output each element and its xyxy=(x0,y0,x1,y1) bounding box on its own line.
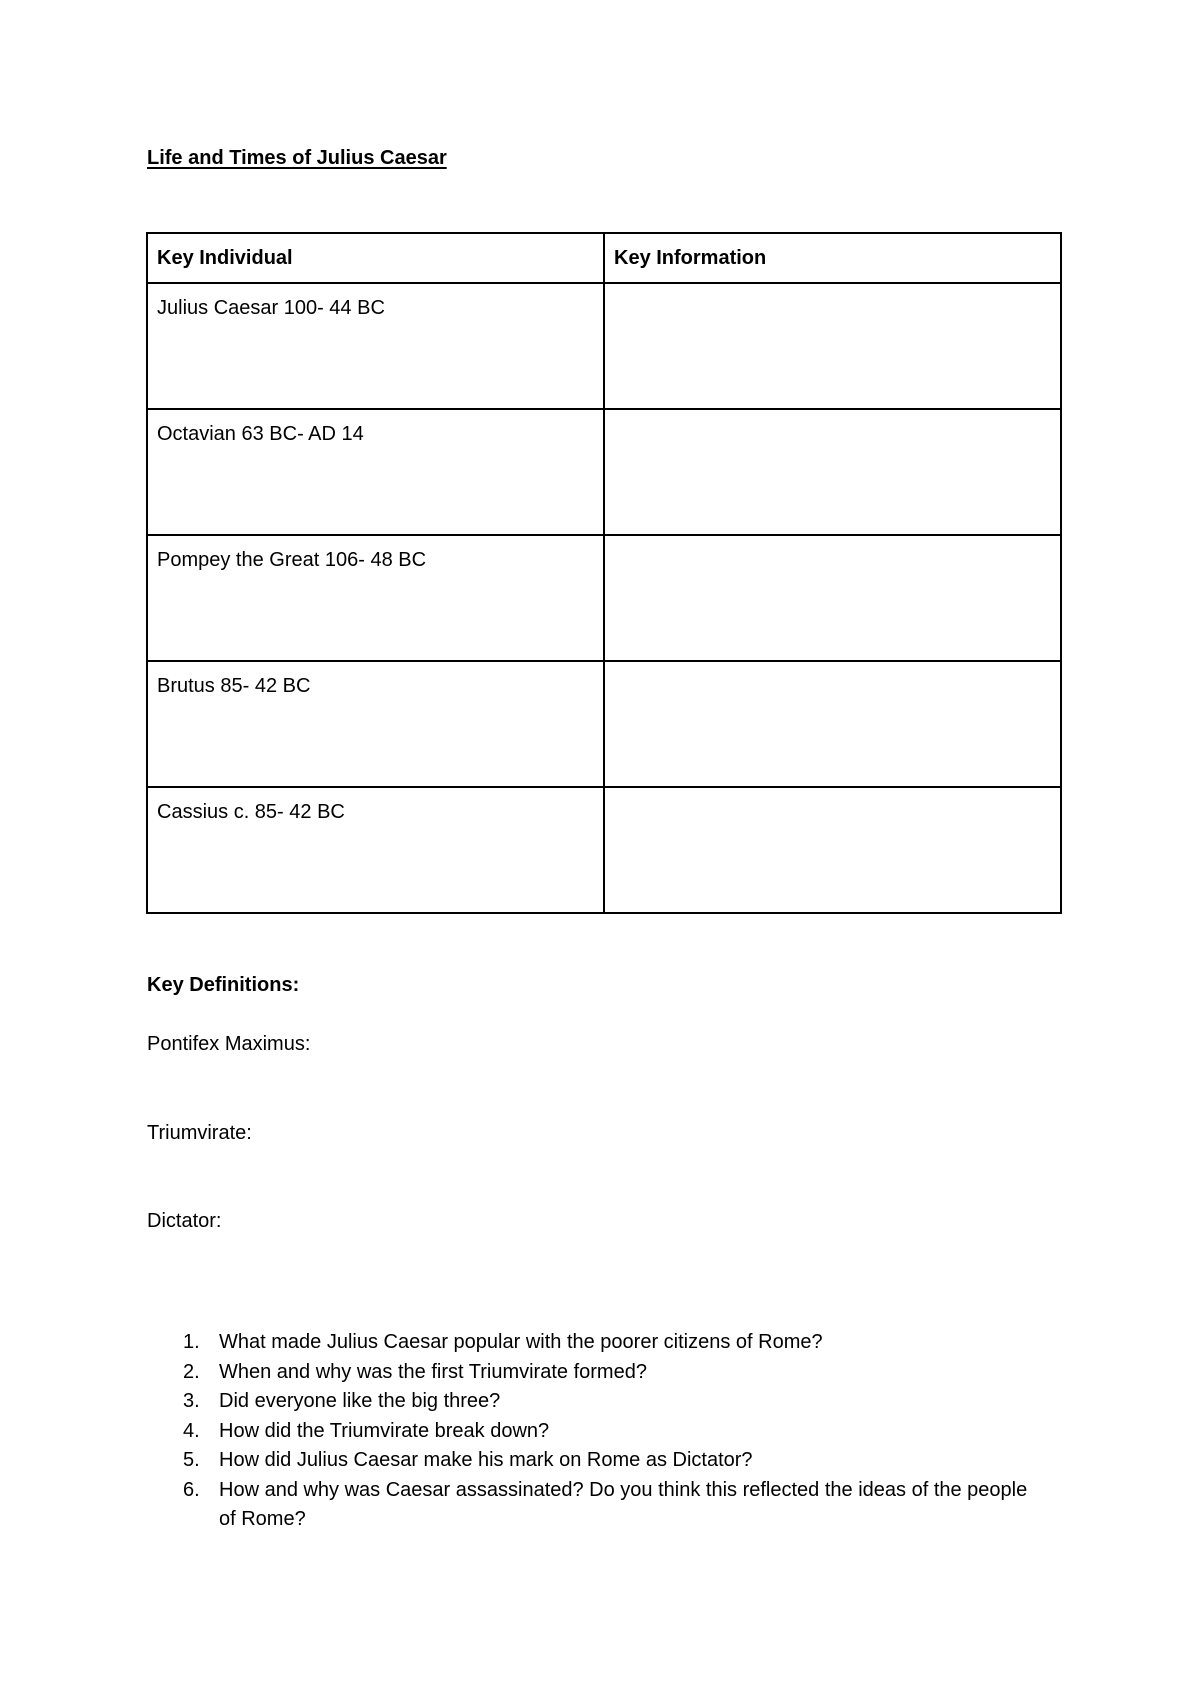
key-individuals-table xyxy=(146,232,1062,914)
table-row xyxy=(147,787,1061,913)
individual-cell: Brutus 85- 42 BC xyxy=(147,661,604,787)
list-item xyxy=(147,1476,1047,1535)
table-row xyxy=(147,409,1061,535)
question-number: 5. xyxy=(183,1449,200,1471)
individual-cell: Octavian 63 BC- AD 14 xyxy=(147,409,604,535)
definition-term-triumvirate: Triumvirate: xyxy=(147,1122,252,1144)
header-key-individual: Key Individual xyxy=(147,233,604,283)
table-header-row xyxy=(147,233,1061,283)
list-item xyxy=(147,1446,1047,1476)
individual-cell: Cassius c. 85- 42 BC xyxy=(147,787,604,913)
list-item xyxy=(147,1358,1047,1388)
table-row xyxy=(147,283,1061,409)
information-cell[interactable] xyxy=(604,661,1061,787)
question-number: 3. xyxy=(183,1390,200,1412)
question-number: 2. xyxy=(183,1360,200,1383)
question-number: 6. xyxy=(183,1478,200,1501)
table-row xyxy=(147,535,1061,661)
questions-list xyxy=(147,1328,1047,1535)
list-item xyxy=(147,1387,1047,1417)
information-cell[interactable] xyxy=(604,283,1061,409)
question-number: 4. xyxy=(183,1419,200,1442)
question-number: 1. xyxy=(183,1331,200,1353)
list-item xyxy=(147,1328,1047,1358)
question-text: How did the Triumvirate break down? xyxy=(219,1419,550,1442)
page-title: Life and Times of Julius Caesar xyxy=(147,147,447,169)
list-item xyxy=(147,1417,1047,1447)
definition-term-pontifex-maximus: Pontifex Maximus: xyxy=(147,1033,311,1055)
question-text: How and why was Caesar assassinated? Do you think this reflected the ideas of the people of Rome? xyxy=(219,1478,1028,1530)
table-row xyxy=(147,661,1061,787)
individual-cell: Julius Caesar 100- 44 BC xyxy=(147,283,604,409)
information-cell[interactable] xyxy=(604,409,1061,535)
question-text: How did Julius Caesar make his mark on Rome as Dictator? xyxy=(219,1449,753,1471)
question-text: What made Julius Caesar popular with the poorer citizens of Rome? xyxy=(219,1331,823,1353)
header-key-information: Key Information xyxy=(604,233,1061,283)
information-cell[interactable] xyxy=(604,535,1061,661)
question-text: Did everyone like the big three? xyxy=(219,1390,501,1412)
individual-cell: Pompey the Great 106- 48 BC xyxy=(147,535,604,661)
definition-term-dictator: Dictator: xyxy=(147,1210,222,1232)
information-cell[interactable] xyxy=(604,787,1061,913)
question-text: When and why was the first Triumvirate formed? xyxy=(219,1360,647,1383)
definitions-heading: Key Definitions: xyxy=(147,974,300,996)
